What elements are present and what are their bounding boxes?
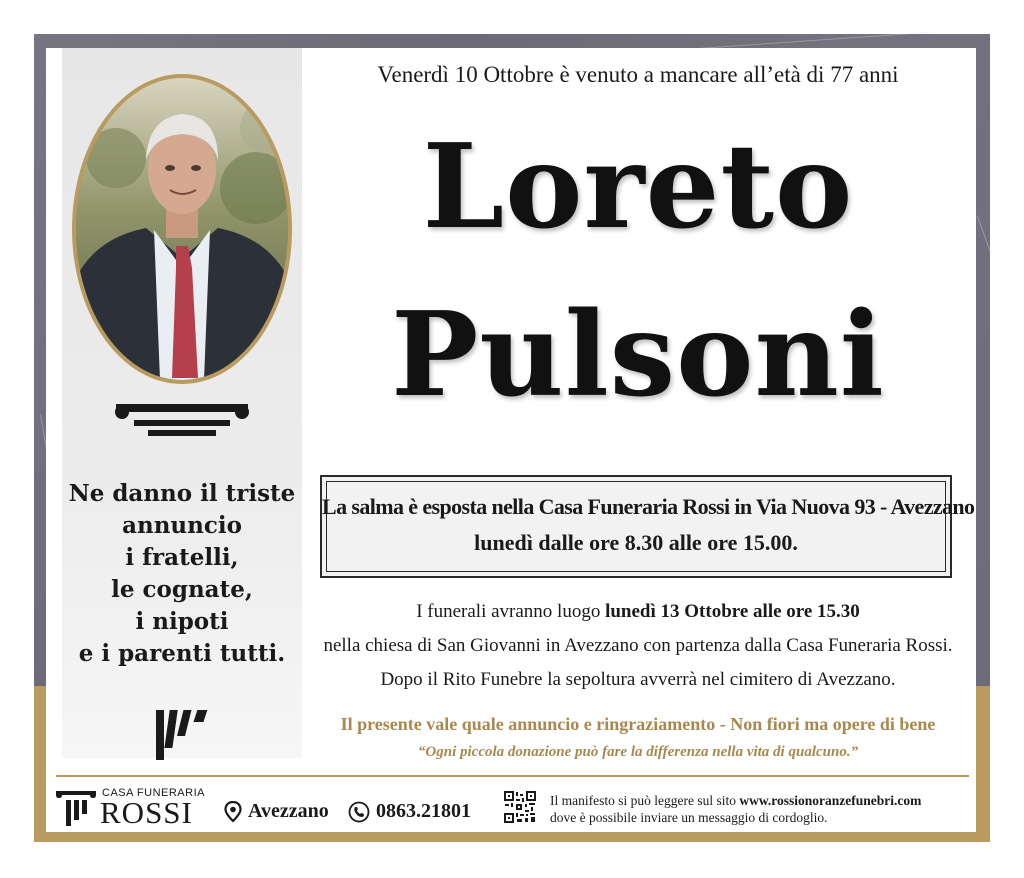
website-line-condolences: dove è possibile inviare un messaggio di cordoglio. bbox=[550, 810, 828, 825]
deceased-first-name: Loreto bbox=[422, 119, 854, 255]
website-notice bbox=[550, 792, 921, 826]
announcement-line: annuncio bbox=[122, 512, 242, 539]
column-logo-icon bbox=[54, 787, 98, 827]
announcement-line: Ne danno il triste bbox=[68, 480, 296, 507]
phone bbox=[348, 800, 471, 823]
divider bbox=[56, 775, 969, 777]
website-link[interactable]: www.rossionoranzefunebri.com bbox=[739, 793, 922, 808]
location-label: Avezzano bbox=[248, 800, 329, 822]
rossi-logo-icon bbox=[156, 708, 212, 762]
funeral-line-date bbox=[318, 595, 958, 629]
portrait-image bbox=[76, 78, 288, 380]
deceased-last-name: Pulsoni bbox=[391, 287, 885, 423]
donation-quote: “Ogni piccola donazione può fare la differenza nella vita di qualcuno.” bbox=[417, 744, 859, 760]
announcement-line: i fratelli, bbox=[125, 544, 239, 571]
column-capital-icon bbox=[112, 398, 252, 440]
location bbox=[224, 800, 329, 823]
phone-number: 0863.21801 bbox=[376, 800, 471, 822]
brand-subtitle: CASA FUNERARIA bbox=[102, 787, 205, 799]
map-pin-icon bbox=[224, 801, 242, 823]
funeral-line-burial: Dopo il Rito Funebre la sepoltura avverrà nel cimitero di Avezzano. bbox=[380, 669, 896, 690]
announcement-line: i nipoti bbox=[135, 608, 229, 635]
brand-name: ROSSI bbox=[100, 795, 193, 830]
website-line bbox=[550, 792, 921, 809]
death-notice-intro: Venerdì 10 Ottobre è venuto a mancare all’età di 77 anni bbox=[377, 62, 899, 87]
announcement-line: e i parenti tutti. bbox=[78, 640, 286, 667]
funeral-date-prefix: I funerali avranno luogo bbox=[416, 601, 606, 622]
announcement-text bbox=[62, 478, 302, 670]
phone-icon bbox=[348, 801, 370, 823]
viewing-info-box bbox=[320, 475, 975, 578]
viewing-line-hours: lunedì dalle ore 8.30 alle ore 15.00. bbox=[474, 530, 798, 555]
viewing-line-location: La salma è esposta nella Casa Funeraria Rossi in Via Nuova 93 - Avezzano bbox=[322, 494, 975, 519]
funeral-details bbox=[318, 595, 958, 697]
funeral-date: lunedì 13 Ottobre alle ore 15.30 bbox=[605, 601, 860, 622]
announcement-line: le cognate, bbox=[111, 576, 253, 603]
thanks-notice: Il presente vale quale annuncio e ringraziamento - Non fiori ma opere di bene bbox=[340, 714, 936, 734]
funeral-line-church: nella chiesa di San Giovanni in Avezzano con partenza dalla Casa Funeraria Rossi. bbox=[323, 635, 953, 656]
qr-code-icon[interactable] bbox=[503, 790, 537, 824]
portrait-photo bbox=[72, 74, 292, 384]
website-prefix: Il manifesto si può leggere sul sito bbox=[550, 793, 740, 808]
